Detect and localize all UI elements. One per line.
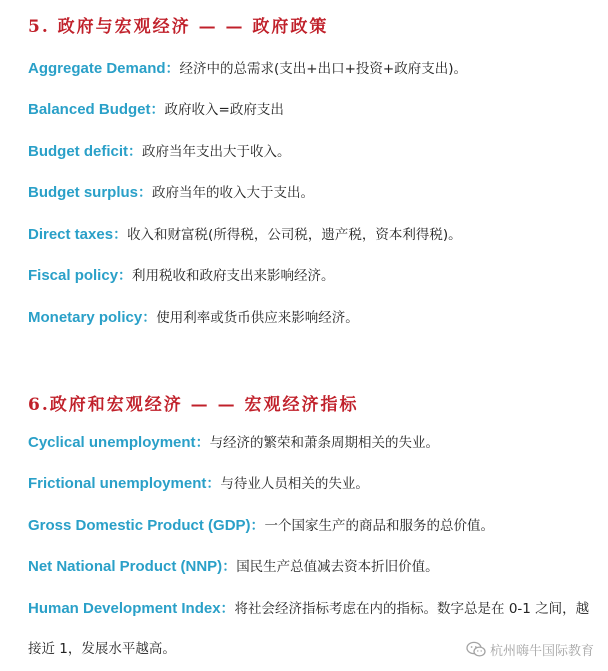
term-separator: ： xyxy=(118,268,133,284)
term-definition: 与经济的繁荣和萧条周期相关的失业。 xyxy=(209,435,440,451)
term-label: Direct taxes xyxy=(28,226,114,243)
term-separator: ： xyxy=(250,518,265,534)
term-separator: ： xyxy=(206,476,221,492)
term-aggregate-demand xyxy=(28,59,592,79)
term-definition: 政府收入=政府支出 xyxy=(164,102,284,118)
term-definition: 一个国家生产的商品和服务的总价值。 xyxy=(264,518,495,534)
term-definition: 收入和财富税(所得税，公司税，遗产税，资本利得税)。 xyxy=(127,227,462,243)
term-separator: ： xyxy=(128,144,142,160)
term-separator: ： xyxy=(150,102,165,118)
term-separator: ： xyxy=(113,227,128,243)
term-label: Monetary policy xyxy=(28,309,143,326)
term-definition: 政府当年支出大于收入。 xyxy=(142,144,291,160)
term-definition: 与待业人员相关的失业。 xyxy=(220,476,369,492)
term-label: Net National Product (NNP) xyxy=(28,558,223,575)
term-separator: ： xyxy=(220,601,235,617)
term-definition: 利用税收和政府支出来影响经济。 xyxy=(132,268,335,284)
term-cyclical-unemployment xyxy=(28,433,592,453)
term-monetary-policy xyxy=(28,308,592,328)
term-separator: ： xyxy=(222,559,237,575)
section-6-title: 6.政府和宏观经济 — — 宏观经济指标 xyxy=(28,395,359,415)
term-separator: ： xyxy=(195,435,210,451)
term-definition: 政府当年的收入大于支出。 xyxy=(152,185,315,201)
term-frictional-unemployment xyxy=(28,474,592,494)
term-budget-deficit xyxy=(28,142,592,162)
wechat-icon xyxy=(466,641,486,658)
term-definition: 国民生产总值减去资本折旧价值。 xyxy=(236,559,439,575)
term-separator: ： xyxy=(142,310,157,326)
term-label: Fiscal policy xyxy=(28,267,119,284)
term-label: Cyclical unemployment xyxy=(28,434,196,451)
term-definition: 使用利率或货币供应来影响经济。 xyxy=(156,310,359,326)
watermark xyxy=(466,640,594,659)
section-5-title: 5. 政府与宏观经济 — — 政府政策 xyxy=(28,17,329,37)
term-label: Gross Domestic Product (GDP) xyxy=(28,517,251,534)
term-balanced-budget xyxy=(28,100,592,120)
term-separator: ： xyxy=(165,61,180,77)
term-label: Balanced Budget xyxy=(28,101,151,118)
term-label: Aggregate Demand xyxy=(28,60,166,77)
term-label: Human Development Index xyxy=(28,600,221,617)
term-label: Budget deficit xyxy=(28,143,128,160)
term-definition: 经济中的总需求(支出+出口+投资+政府支出)。 xyxy=(179,61,467,77)
term-gdp xyxy=(28,516,592,536)
term-direct-taxes xyxy=(28,225,592,245)
term-label: Frictional unemployment xyxy=(28,475,207,492)
term-nnp xyxy=(28,557,592,577)
watermark-text: 杭州嗨牛国际教育 xyxy=(489,644,594,659)
term-label: Budget surplus xyxy=(28,184,139,201)
term-budget-surplus xyxy=(28,183,592,203)
term-separator: ： xyxy=(138,185,153,201)
term-fiscal-policy xyxy=(28,266,592,286)
term-definition: 将社会经济指标考虑在内的指标。数字总是在 0-1 之间，越接近 1，发展水平越高。 xyxy=(28,601,590,657)
